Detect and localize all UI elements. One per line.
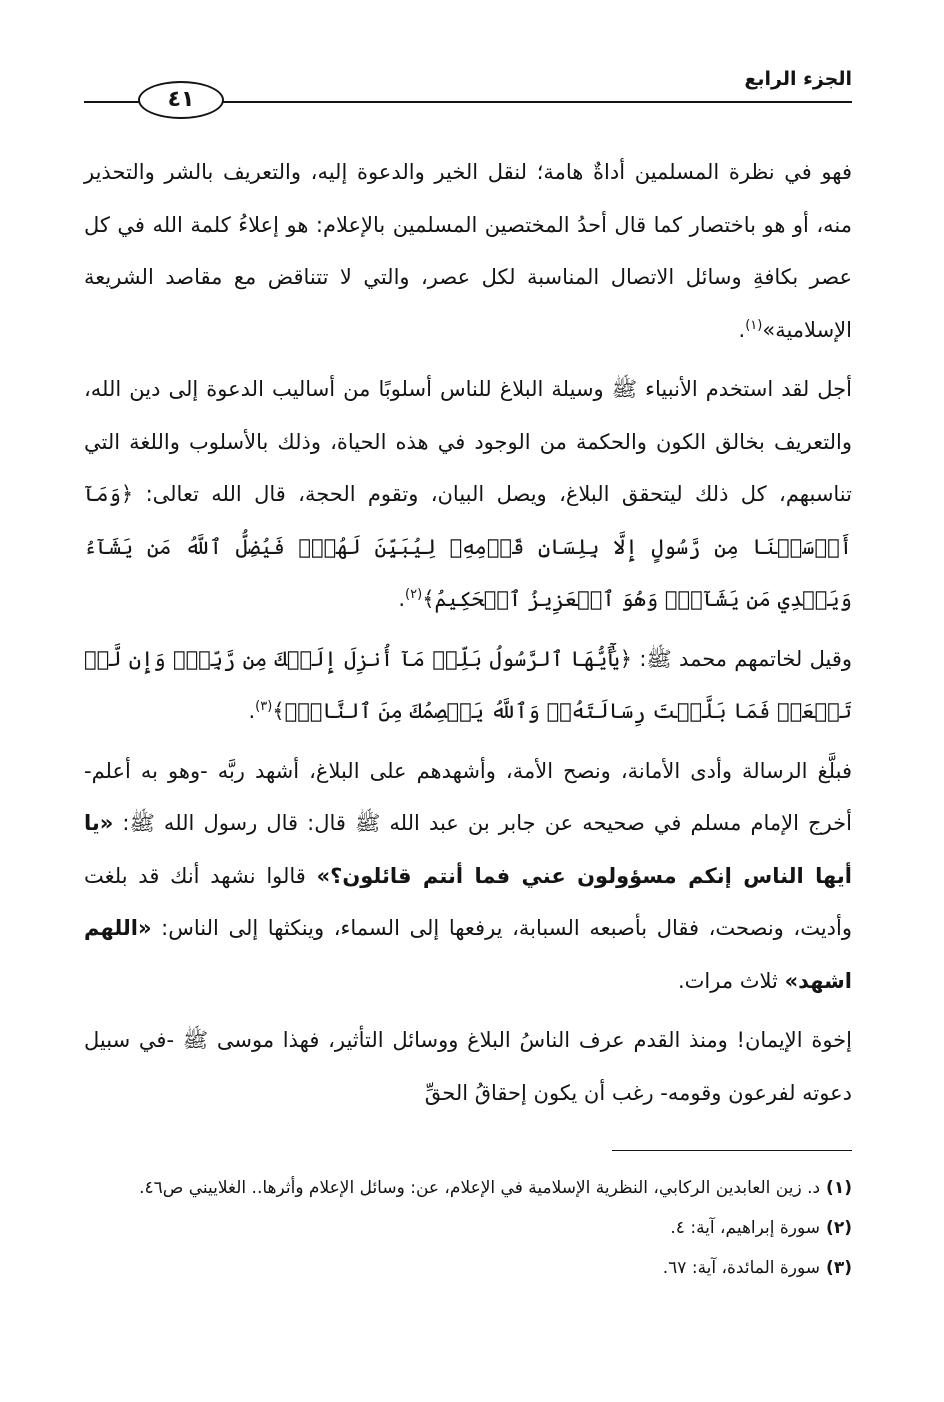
- footnote-3: [84, 1248, 852, 1288]
- body-text: [84, 146, 852, 1126]
- footnote-ref-1: (١): [745, 317, 763, 333]
- running-head: الجزء الرابع: [744, 68, 852, 90]
- footnote-text: سورة إبراهيم، آية: ٤.: [670, 1218, 821, 1238]
- paragraph-3-text: وقيل لخاتمهم محمد ﷺ:: [632, 646, 852, 671]
- footnote-2: [84, 1208, 852, 1248]
- paragraph-4-text-c: ثلاث مرات.: [677, 968, 785, 993]
- hadith-quote-1: «يا أيها الناس إنكم مسؤولون عني فما أنتم قائلون؟»: [84, 811, 852, 888]
- paragraph-4: [84, 745, 852, 1008]
- footnote-text: سورة المائدة، آية: ٦٧.: [662, 1258, 821, 1278]
- footnote-number: (٢): [826, 1218, 852, 1238]
- paragraph-5-text: إخوة الإيمان! ومنذ القدم عرف الناسُ البلاغ ووسائل التأثير، فهذا موسى ﷺ -في سبيل دعوته لفرعون وقومه- رغب أن يكون إحقاقُ الحقِّ: [84, 1028, 852, 1105]
- page-number-oval: [138, 81, 224, 119]
- footnote-ref-2: (٢): [405, 587, 423, 602]
- paragraph-1: [84, 146, 852, 356]
- paragraph-3-end: .: [248, 699, 256, 723]
- quran-verse-maidah-67: ﴿يَٰٓأَيُّهَا ٱلرَّسُولُ بَلِّغۡ مَآ أُنزِلَ إِلَيۡكَ مِن رَّبِّكَۖ وَإِن لَّمۡ تَفۡعَلۡ فَمَا بَلَّغۡتَ رِسَالَتَهُۥۚ وَٱللَّهُ يَعۡصِمُكَ مِنَ ٱلنَّاسِۗ﴾: [84, 646, 852, 723]
- footnote-number: (١): [826, 1178, 852, 1198]
- footnote-rule: [612, 1150, 852, 1151]
- paragraph-2: [84, 363, 852, 626]
- hadith-quote-2: «اللهم اشهد»: [84, 916, 852, 993]
- footnote-number: (٣): [826, 1258, 852, 1278]
- paragraph-4-text-a: فبلَّغ الرسالة وأدى الأمانة، ونصح الأمة، وأشهدهم على البلاغ، أشهد ربَّه -وهو به أعلم- أخرج الإمام مسلم في صحيحه عن جابر بن عبد الله ﷺ قال: قال رسول الله ﷺ:: [84, 758, 852, 835]
- footnotes: [84, 1168, 852, 1288]
- footnote-1: [84, 1168, 852, 1208]
- paragraph-2-text: أجل لقد استخدم الأنبياء ﷺ وسيلة البلاغ للناس أسلوبًا من أساليب الدعوة إلى دين الله، والتعريف بخالق الكون والحكمة من الوجود في هذه الحياة، وذلك بالأسلوب واللغة التي تناسبهم، كل ذلك ليتحقق البلاغ، ويصل البيان، وتقوم الحجة، قال الله تعالى:: [84, 377, 852, 506]
- footnote-ref-3: (٣): [255, 699, 273, 714]
- paragraph-3: [84, 633, 852, 738]
- paragraph-2-end: .: [398, 587, 406, 611]
- paragraph-5: [84, 1014, 852, 1119]
- quran-verse-ibrahim-4: ﴿وَمَآ أَرۡسَلۡنَا مِن رَّسُولٍ إِلَّا بِلِسَانِ قَوۡمِهِۦ لِيُبَيِّنَ لَهُمۡۖ فَيُضِلُّ ٱللَّهُ مَن يَشَآءُ وَيَهۡدِي مَن يَشَآءُۚ وَهُوَ ٱلۡعَزِيزُ ٱلۡحَكِيمُ﴾: [84, 482, 852, 611]
- paragraph-1-text: فهو في نظرة المسلمين أداةٌ هامة؛ لنقل الخير والدعوة إليه، والتعريف بالشر والتحذير منه، أو هو باختصار كما قال أحدُ المختصين المسلمين بالإعلام: هو إعلاءُ كلمة الله في كل عصر بكافةِ وسائل الاتصال المناسبة لكل عصر، والتي لا تتناقض مع مقاصد الشريعة الإسلامية»: [84, 160, 852, 342]
- footnote-text: د. زين العابدين الركابي، النظرية الإسلامية في الإعلام، عن: وسائل الإعلام وأثرها.. الغلاييني ص٤٦.: [139, 1178, 821, 1198]
- paragraph-4-text-b: قالوا نشهد أنك قد بلغت وأديت، ونصحت، فقال بأصبعه السبابة، يرفعها إلى السماء، وينكثها إلى الناس:: [84, 863, 852, 940]
- paragraph-1-end: .: [738, 317, 746, 342]
- page-number: ٤١: [167, 87, 195, 112]
